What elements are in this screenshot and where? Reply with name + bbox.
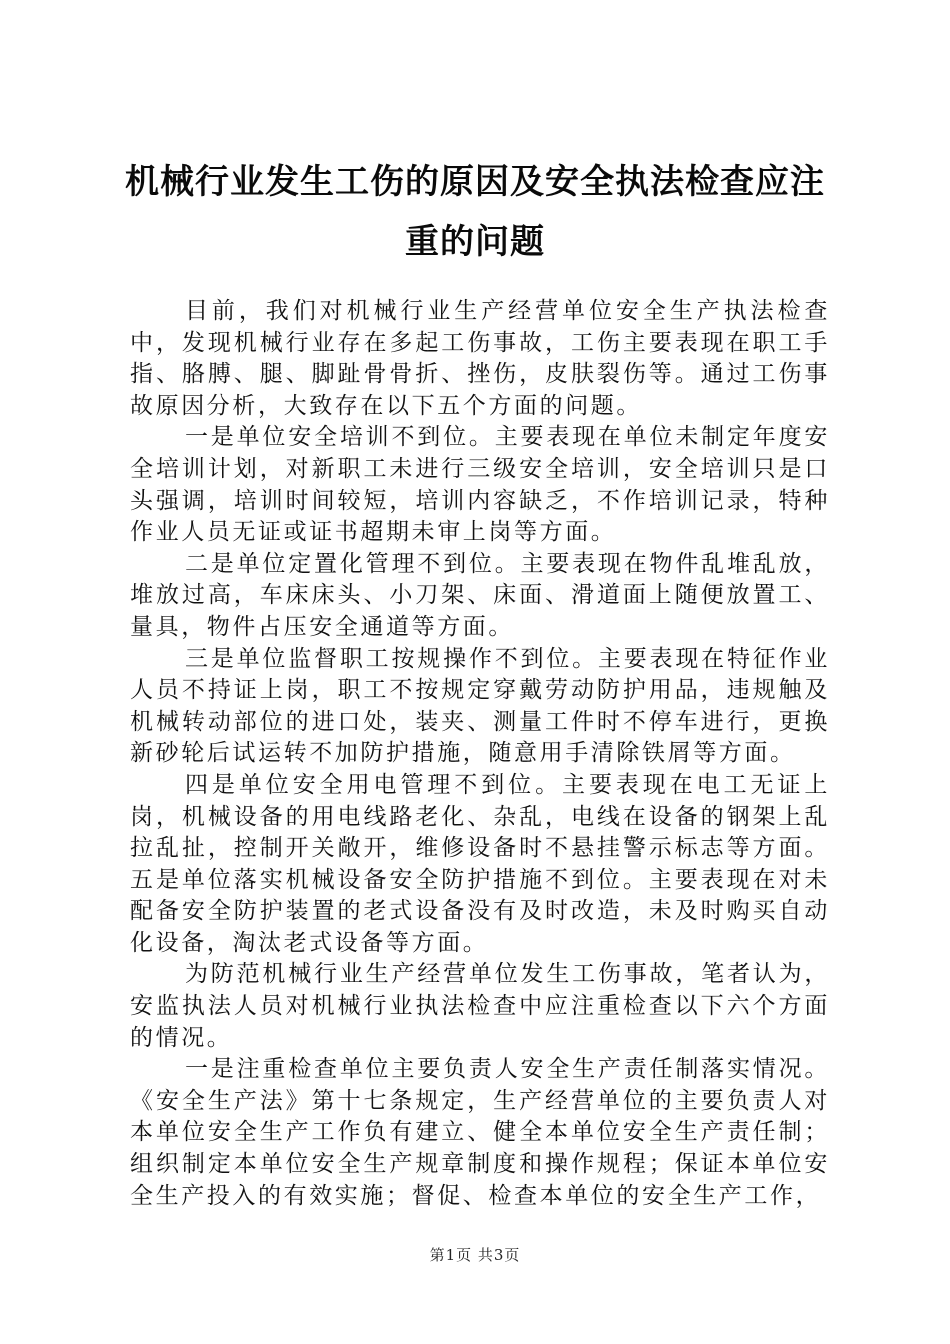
paragraph-issue-1: 一是单位安全培训不到位。主要表现在单位未制定年度安全培训计划，对新职工未进行三级安全培训，安全培训只是口头强调，培训时间较短，培训内容缺乏，不作培训记录，特种作业人员无证或证书超期未审上岗等方面。 <box>130 424 830 546</box>
paragraph-recommendation-1: 一是注重检查单位主要负责人安全生产责任制落实情况。《安全生产法》第十七条规定，生产经营单位的主要负责人对本单位安全生产工作负有建立、健全本单位安全生产责任制；组织制定本单位安全生产规章制度和操作规程；保证本单位安全生产投入的有效实施；督促、检查本单位的安全生产工作， <box>130 1056 830 1209</box>
paragraph-issue-4-5: 四是单位安全用电管理不到位。主要表现在电工无证上岗，机械设备的用电线路老化、杂乱，电线在设备的钢架上乱拉乱扯，控制开关敞开，维修设备时不悬挂警示标志等方面。五是单位落实机械设备安全防护措施不到位。主要表现在对未配备安全防护装置的老式设备没有及时改造，未及时购买自动化设备，淘汰老式设备等方面。 <box>130 771 830 956</box>
document-title-line-2: 重的问题 <box>405 222 545 262</box>
paragraph-issue-3: 三是单位监督职工按规操作不到位。主要表现在特征作业人员不持证上岗，职工不按规定穿戴劳动防护用品，违规触及机械转动部位的进口处，装夹、测量工件时不停车进行，更换新砂轮后试运转不加防护措施，随意用手清除铁屑等方面。 <box>130 645 830 767</box>
page-number-footer: 第1页 共3页 <box>429 1246 521 1264</box>
paragraph-intro: 目前，我们对机械行业生产经营单位安全生产执法检查中，发现机械行业存在多起工伤事故，工伤主要表现在职工手指、胳膊、腿、脚趾骨骨折、挫伤，皮肤裂伤等。通过工伤事故原因分析，大致存在以下五个方面的问题。 <box>130 298 830 419</box>
document-body <box>130 296 830 1212</box>
paragraph-recommendation-intro: 为防范机械行业生产经营单位发生工伤事故，笔者认为，安监执法人员对机械行业执法检查中应注重检查以下六个方面的情况。 <box>130 961 830 1051</box>
paragraph-issue-2: 二是单位定置化管理不到位。主要表现在物件乱堆乱放，堆放过高，车床床头、小刀架、床面、滑道面上随便放置工、量具，物件占压安全通道等方面。 <box>130 550 830 640</box>
document-title-line-1: 机械行业发生工伤的原因及安全执法检查应注 <box>125 162 825 202</box>
